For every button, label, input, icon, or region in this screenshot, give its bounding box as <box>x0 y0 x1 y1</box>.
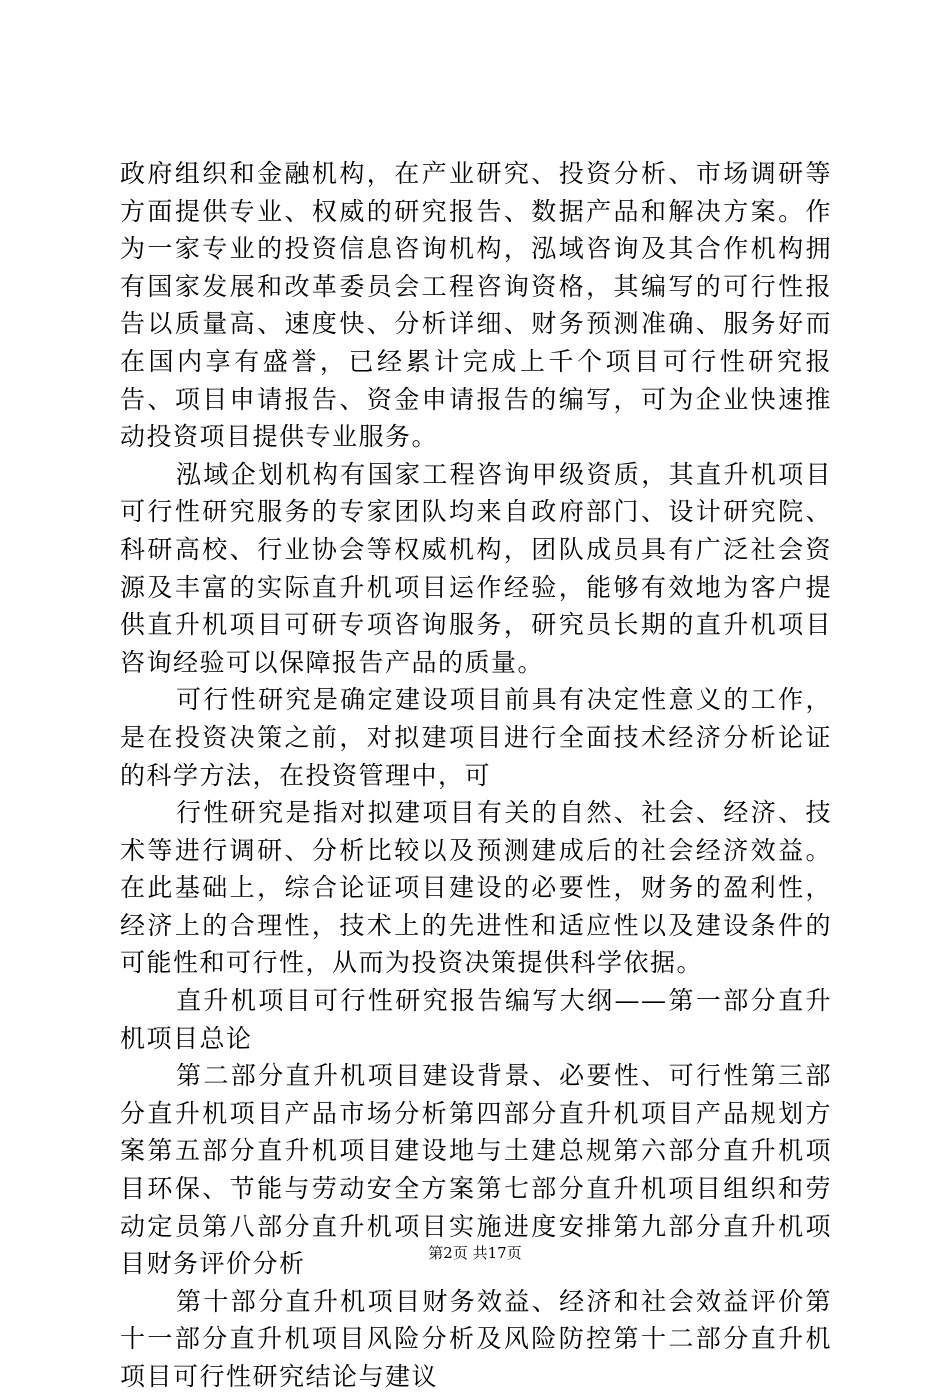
paragraph-4: 行性研究是指对拟建项目有关的自然、社会、经济、技术等进行调研、分析比较以及预测建成后的社会经济效益。在此基础上，综合论证项目建设的必要性，财务的盈利性，经济上的合理性，技术上的先进性和适应性以及建设条件的可能性和可行性，从而为投资决策提供科学依据。 <box>120 798 832 978</box>
paragraph-1: 政府组织和金融机构，在产业研究、投资分析、市场调研等方面提供专业、权威的研究报告、数据产品和解决方案。作为一家专业的投资信息咨询机构，泓域咨询及其合作机构拥有国家发展和改革委员会工程咨询资格，其编写的可行性报告以质量高、速度快、分析详细、财务预测准确、服务好而在国内享有盛誉，已经累计完成上千个项目可行性研究报告、项目申请报告、资金申请报告的编写，可为企业快速推动投资项目提供专业服务。 <box>120 159 832 452</box>
paragraph-2: 泓域企划机构有国家工程咨询甲级资质，其直升机项目可行性研究服务的专家团队均来自政府部门、设计研究院、科研高校、行业协会等权威机构，团队成员具有广泛社会资源及丰富的实际直升机项目运作经验，能够有效地为客户提供直升机项目可研专项咨询服务，研究员长期的直升机项目咨询经验可以保障报告产品的质量。 <box>120 459 832 677</box>
page-footer: 第2页 共17页 <box>428 1244 522 1262</box>
paragraph-6: 第二部分直升机项目建设背景、必要性、可行性第三部分直升机项目产品市场分析第四部分直升机项目产品规划方案第五部分直升机项目建设地与土建总规第六部分直升机项目环保、节能与劳动安全方案第七部分直升机项目组织和劳动定员第八部分直升机项目实施进度安排第九部分直升机项目财务评价分析 <box>120 1061 832 1279</box>
paragraph-3: 可行性研究是确定建设项目前具有决定性意义的工作，是在投资决策之前，对拟建项目进行全面技术经济分析论证的科学方法，在投资管理中，可 <box>120 685 832 790</box>
document-body <box>120 155 832 1396</box>
paragraph-5: 直升机项目可行性研究报告编写大纲——第一部分直升机项目总论 <box>120 986 832 1053</box>
paragraph-7: 第十部分直升机项目财务效益、经济和社会效益评价第十一部分直升机项目风险分析及风险防控第十二部分直升机项目可行性研究结论与建议 <box>120 1286 832 1391</box>
